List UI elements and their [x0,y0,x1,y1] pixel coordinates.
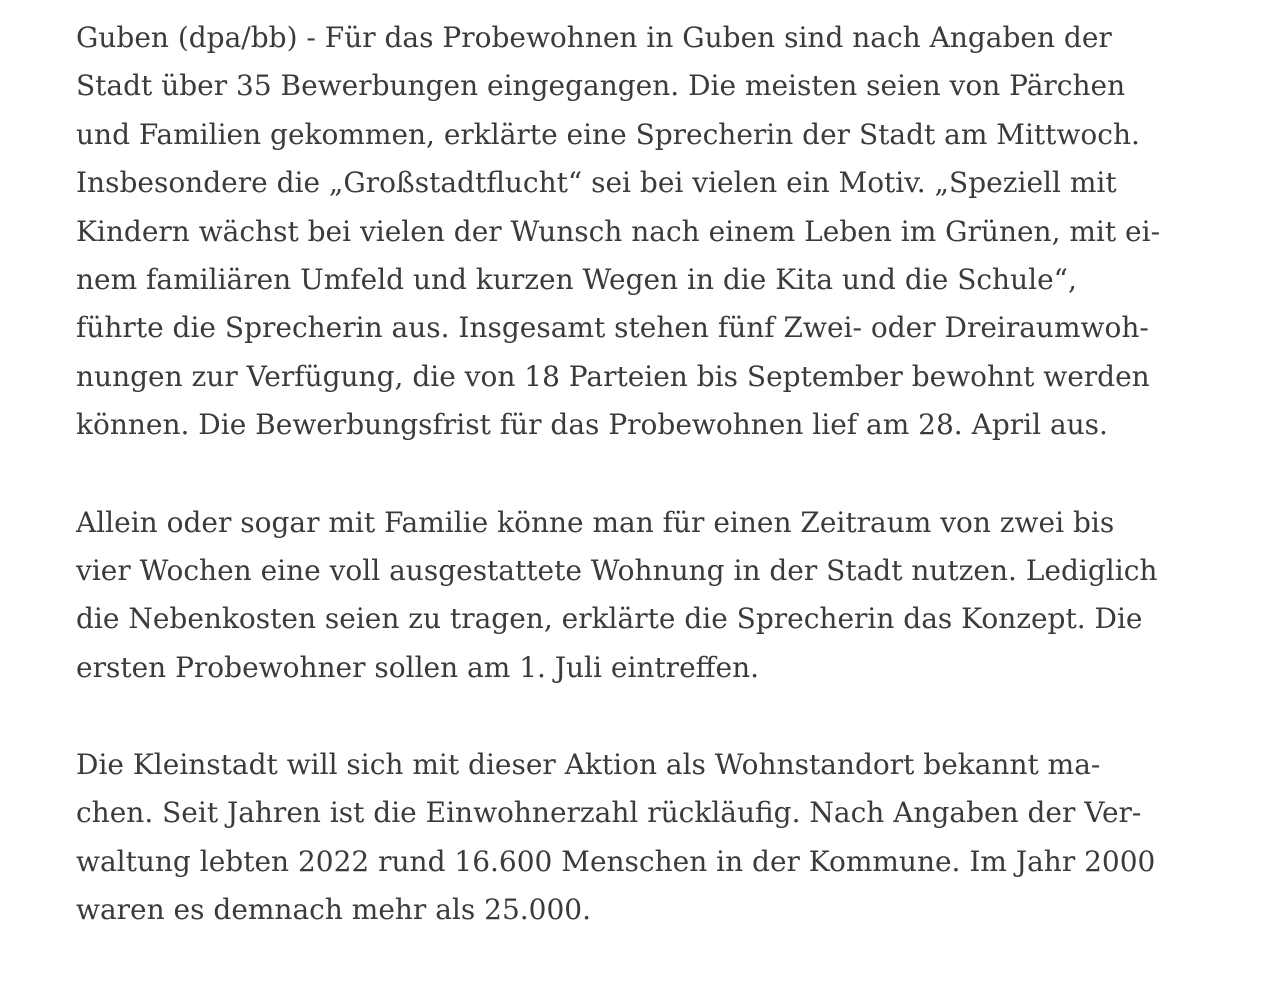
paragraph-line: Guben (dpa/bb) - Für das Probewohnen in Guben sind nach Angaben der [76,21,1112,54]
paragraph-line: waltung lebten 2022 rund 16.600 Menschen in der Kommune. Im Jahr 2000 [76,844,1156,878]
paragraph-line: vier Wochen eine voll ausgestattete Wohnung in der Stadt nutzen. Lediglich [76,553,1158,587]
paragraph-line: nungen zur Verfügung, die von 18 Parteien bis September bewohnt werden [76,359,1150,393]
paragraph-line: nem familiären Umfeld und kurzen Wegen in die Kita und die Schule“, [76,262,1077,296]
paragraph-line: können. Die Bewerbungsfrist für das Probewohnen lief am 28. April aus. [76,408,1108,442]
paragraph-line: chen. Seit Jahren ist die Einwohnerzahl rückläufig. Nach Angaben der Ver- [76,796,1142,830]
paragraph-line: Kindern wächst bei vielen der Wunsch nach einem Leben im Grünen, mit ei- [76,214,1161,248]
paragraph-line: ersten Probewohner sollen am 1. Juli eintreffen. [76,650,760,684]
paragraph-line: Stadt über 35 Bewerbungen eingegangen. Die meisten seien von Pärchen [76,69,1126,103]
paragraph-line: Insbesondere die „Großstadtflucht“ sei bei vielen ein Motiv. „Speziell mit [76,166,1117,200]
paragraph-line: Die Kleinstadt will sich mit dieser Aktion als Wohnstandort bekannt ma- [76,748,1101,782]
paragraph-2 [76,499,1216,693]
paragraph-line: und Familien gekommen, erklärte eine Sprecherin der Stadt am Mittwoch. [76,117,1140,151]
paragraph-line: Allein oder sogar mit Familie könne man für einen Zeitraum von zwei bis [76,505,1115,539]
paragraph-line: waren es demnach mehr als 25.000. [76,893,592,927]
paragraph-1 [76,14,1216,450]
paragraph-line: führte die Sprecherin aus. Insgesamt stehen fünf Zwei- oder Dreiraumwoh- [76,311,1149,345]
paragraph-line: die Nebenkosten seien zu tragen, erklärte die Sprecherin das Konzept. Die [76,602,1143,636]
article-body [76,14,1216,984]
paragraph-3 [76,741,1216,935]
